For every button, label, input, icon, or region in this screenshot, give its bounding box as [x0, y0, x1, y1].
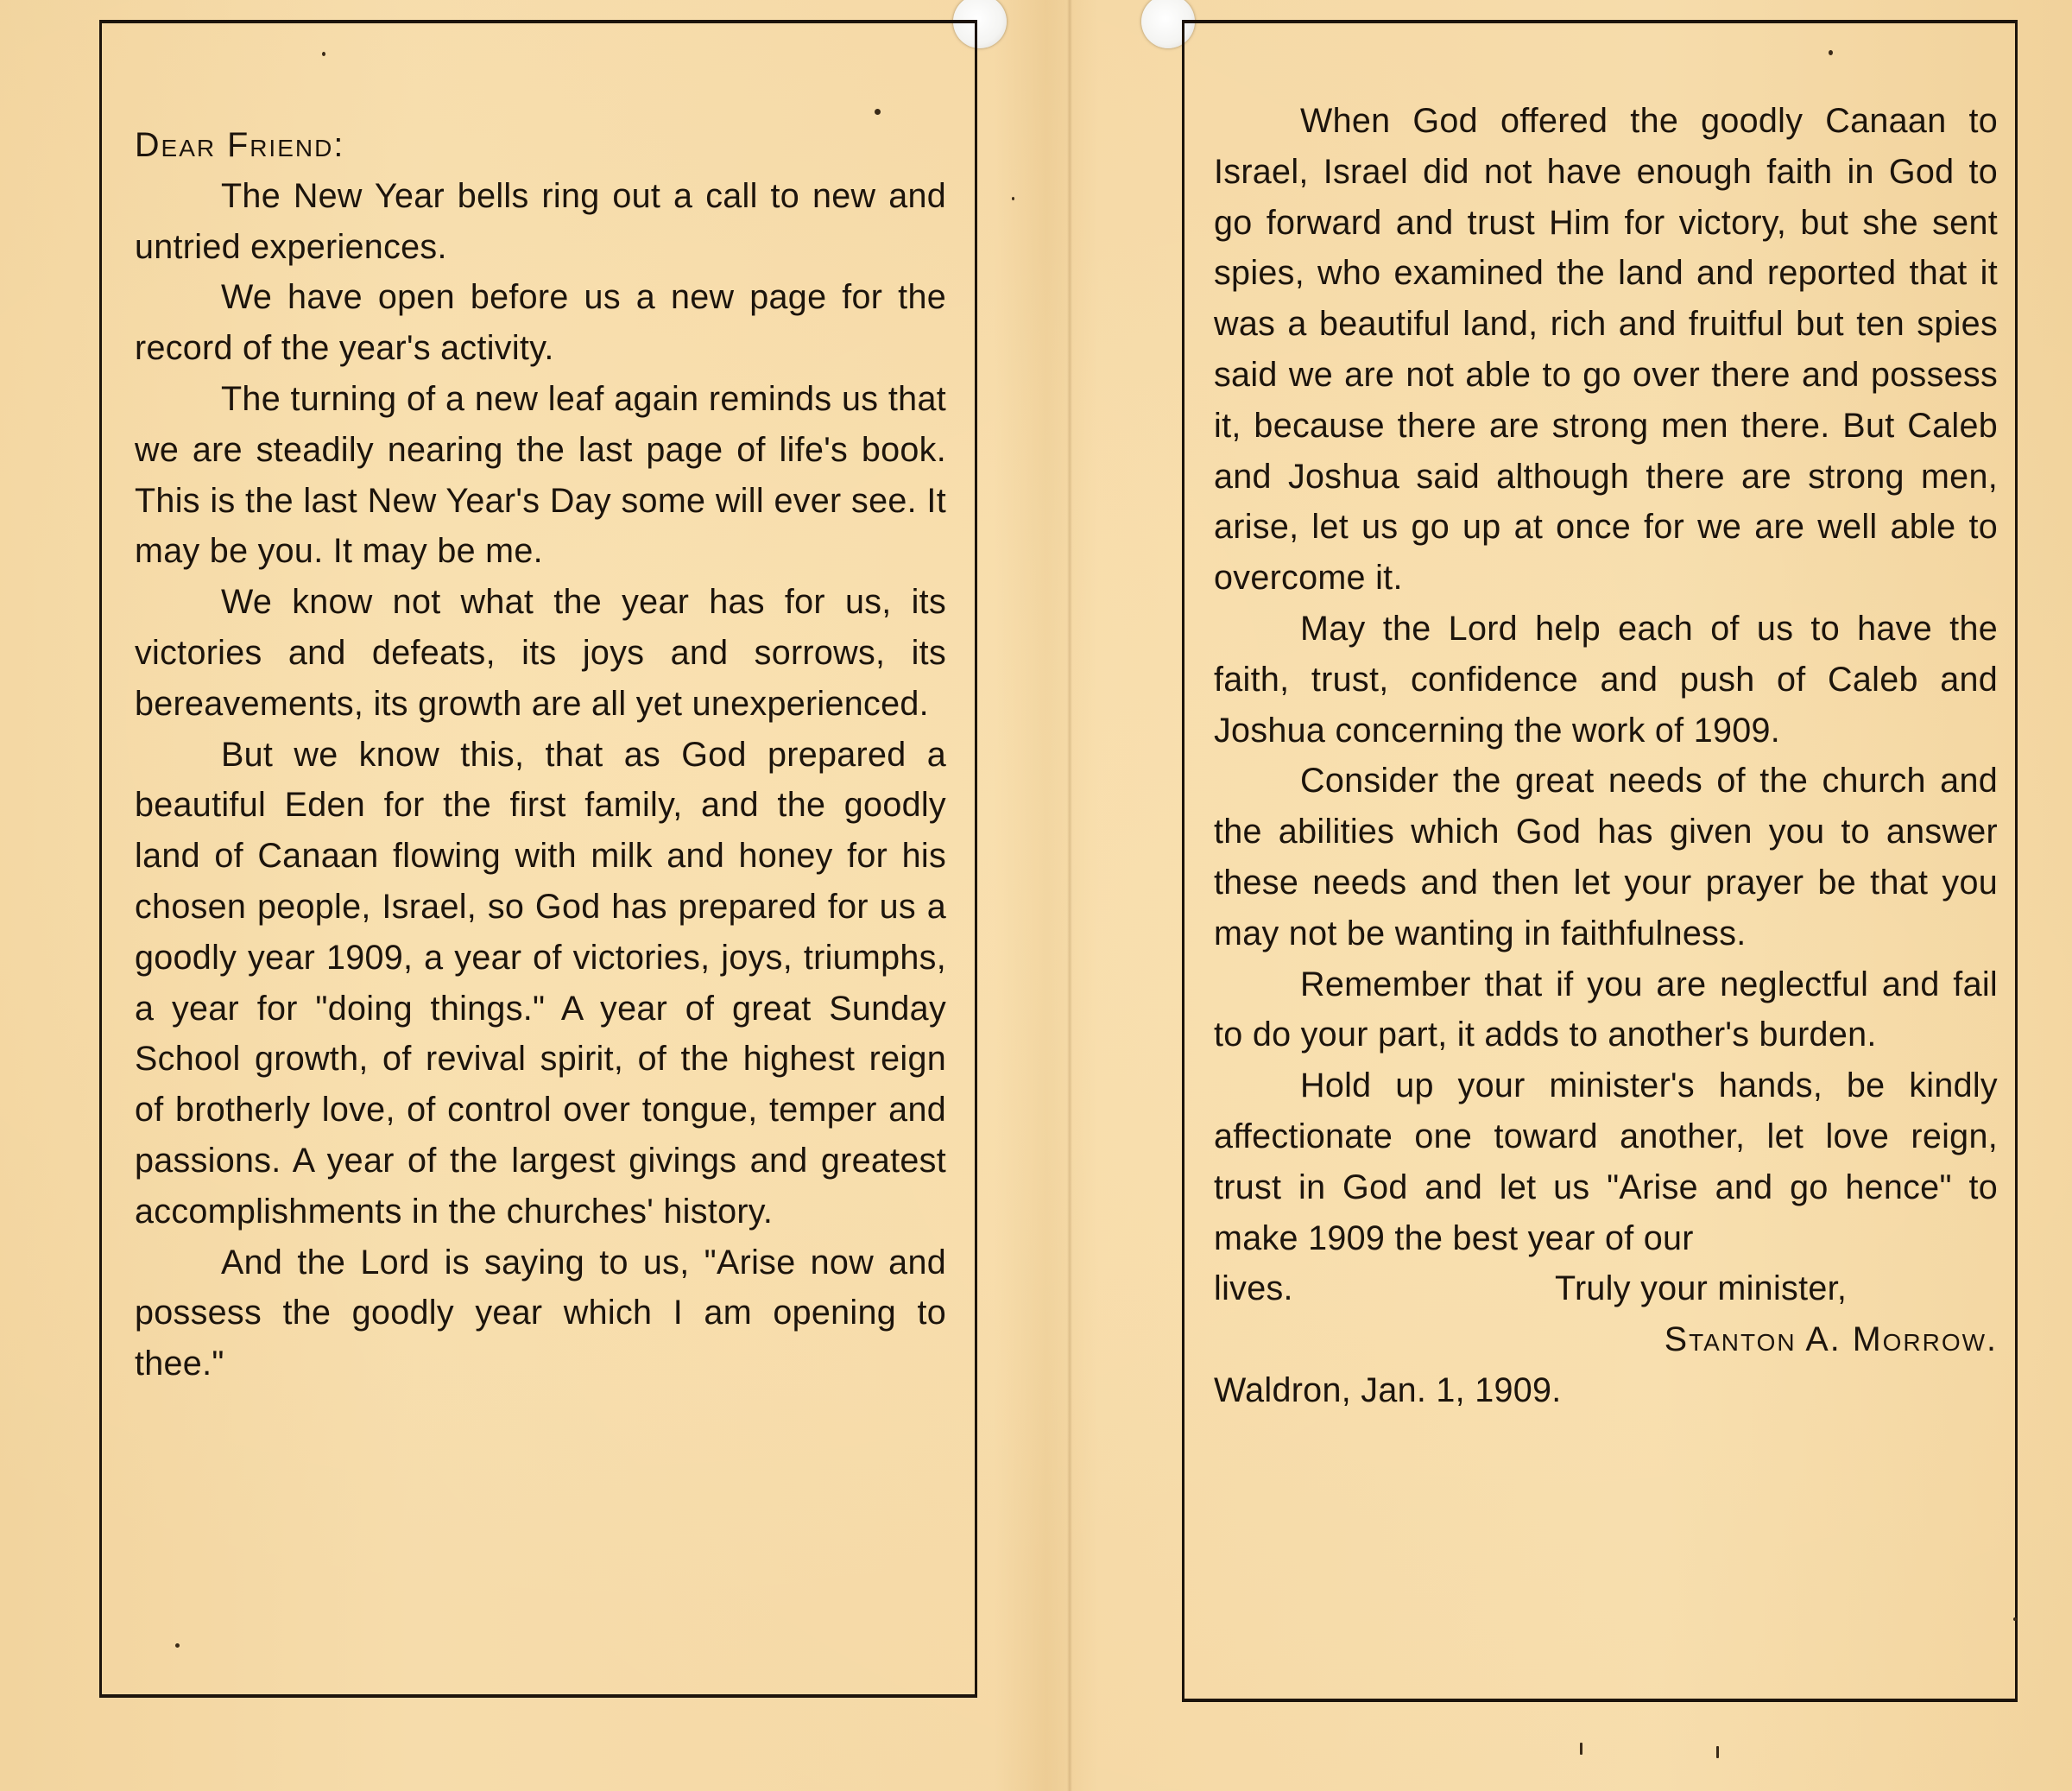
paper-speck: [1580, 1743, 1582, 1755]
letter-paragraph: But we know this, that as God prepared a beautiful Eden for the first family, and the goodly land of Canaan flowing with milk and honey for his chosen people, Israel, so God has prepared for us a goodly year 1909, a year of victories, joys, triumphs, a year for "doing things." A year of great Sunday School growth, of revival spirit, of the highest reign of brotherly love, of control over tongue, temper and passions. A year of the largest givings and greatest accomplishments in the churches' history.: [135, 735, 946, 1231]
right-page-text: [1214, 96, 1998, 1416]
dateline: Waldron, Jan. 1, 1909.: [1214, 1370, 1562, 1409]
letter-paragraph: The turning of a new leaf again reminds us that we are steadily nearing the last page of life's book. This is the last New Year's Day some will ever see. It may be you. It may be me.: [135, 379, 946, 571]
letter-paragraph: We know not what the year has for us, its victories and defeats, its joys and sorrows, its bereavements, its growth are all yet unexperienced.: [135, 583, 946, 723]
paper-speck: [175, 1643, 180, 1648]
signature: Stanton A. Morrow.: [1664, 1320, 1998, 1359]
letter-paragraph: Remember that if you are neglectful and fail to do your part, it adds to another's burden.: [1214, 965, 1998, 1054]
letter-paragraph: We have open before us a new page for the record of the year's activity.: [135, 278, 946, 368]
letter-paragraph: And the Lord is saying to us, "Arise now and possess the goodly year which I am opening to thee.": [135, 1243, 946, 1383]
paper-speck: [1716, 1746, 1719, 1758]
letter-paragraph: When God offered the goodly Canaan to Israel, Israel did not have enough faith in God to go forward and trust Him for victory, but she sent spies, who examined the land and reported that it was a beautiful land, rich and fruitful but ten spies said we are not able to go over there and possess it, because there are strong men there. But Caleb and Joshua said although there are strong men, arise, let us go up at once for we are well able to overcome it.: [1214, 102, 1998, 598]
paper-speck: [2013, 1617, 2017, 1621]
center-fold: [1067, 0, 1072, 1791]
left-page-frame: [99, 20, 977, 1698]
closing-phrase: Truly your minister,: [1555, 1269, 1848, 1308]
paper-speck: [322, 52, 325, 56]
closing-lives: lives.: [1214, 1269, 1293, 1308]
letter-paragraph: Hold up your minister's hands, be kindly affectionate one toward another, let love reign, trust in God and let us "Arise and go hence" to make 1909 the best year of our: [1214, 1066, 1998, 1257]
letter-paragraph: The New Year bells ring out a call to new and untried experiences.: [135, 176, 946, 266]
paper-speck: [1829, 50, 1833, 55]
closing-line: [1214, 1263, 1998, 1314]
right-page-frame: [1182, 20, 2018, 1702]
left-page-text: [135, 120, 946, 1389]
paper-speck: [875, 109, 881, 115]
letter-paragraph: Consider the great needs of the church and the abilities which God has given you to answer these needs and then let your prayer be that you may not be wanting in faithfulness.: [1214, 762, 1998, 952]
salutation: Dear Friend:: [135, 126, 345, 164]
letter-paragraph: May the Lord help each of us to have the faith, trust, confidence and push of Caleb and Joshua concerning the work of 1909.: [1214, 609, 1998, 750]
paper-speck: [1012, 197, 1014, 200]
